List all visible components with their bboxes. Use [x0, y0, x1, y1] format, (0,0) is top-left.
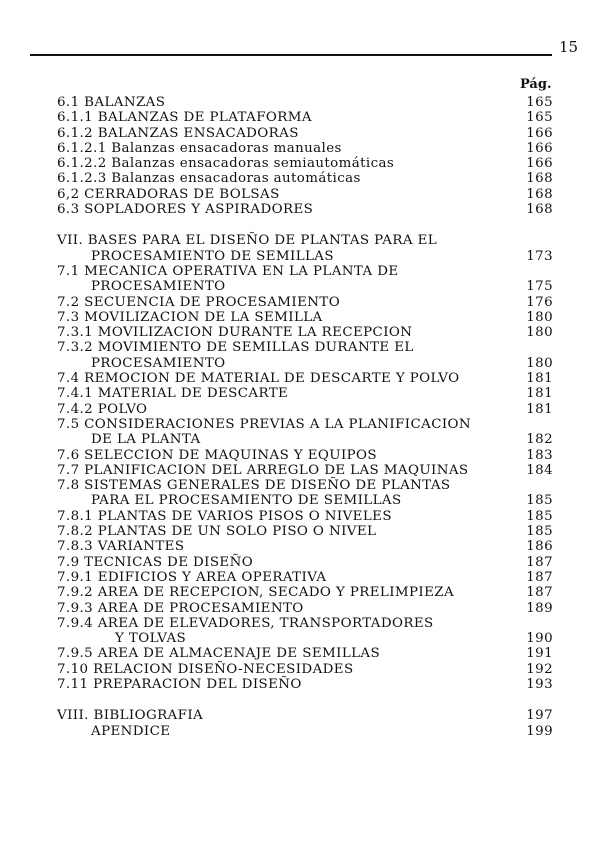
toc-entry: [57, 371, 553, 386]
toc-entry-title: 7.5 CONSIDERACIONES PREVIAS A LA PLANIFICACION: [57, 416, 472, 432]
toc-entry-title: 6.1.2.3 Balanzas ensacadoras automáticas: [57, 171, 361, 187]
toc-entry-title: 6,2 CERRADORAS DE BOLSAS: [57, 186, 280, 202]
toc-page-column-header: Pág.: [520, 77, 552, 92]
toc-entry-title: 7.8 SISTEMAS GENERALES DE DISEÑO DE PLANTAS: [57, 478, 451, 494]
toc-entry: [57, 677, 553, 692]
toc-entry-title: 6.1.2.2 Balanzas ensacadoras semiautomáticas: [57, 156, 395, 172]
toc-entry: [57, 95, 553, 110]
toc-entry-page: 181: [526, 371, 553, 387]
toc-entry-title: Y TOLVAS: [115, 631, 187, 647]
toc-entry-page: 187: [526, 569, 553, 585]
toc-entry-page: 185: [526, 508, 553, 524]
toc-entry: [57, 187, 553, 202]
toc-entry-page: 185: [526, 524, 553, 540]
toc-entry: [57, 646, 553, 661]
toc-entry-title: PROCESAMIENTO DE SEMILLAS: [91, 248, 334, 264]
toc-entry: [57, 279, 553, 294]
toc-entry: [57, 708, 553, 723]
toc-entry: [57, 156, 553, 171]
toc-entry: [57, 141, 553, 156]
toc-entry-page: 181: [526, 386, 553, 402]
toc-entry: [57, 585, 553, 600]
toc-entry-page: 187: [526, 585, 553, 601]
toc-entry: [57, 463, 553, 478]
toc-entry-page: 186: [526, 539, 553, 555]
toc-entry: [57, 539, 553, 554]
toc-entry: [57, 524, 553, 539]
toc-entry-title: 7.8.3 VARIANTES: [57, 539, 185, 555]
toc-entry: [57, 601, 553, 616]
toc-entry: [57, 356, 553, 371]
toc-entry-page: 199: [526, 723, 553, 739]
toc-entry: [57, 110, 553, 125]
toc-entry-title: 6.3 SOPLADORES Y ASPIRADORES: [57, 202, 314, 218]
toc-entry-title: 7.10 RELACION DISEÑO-NECESIDADES: [57, 661, 354, 677]
toc-entry-title: 7.4 REMOCION DE MATERIAL DE DESCARTE Y POLVO: [57, 371, 460, 387]
toc-entry-title: 7.2 SECUENCIA DE PROCESAMIENTO: [57, 294, 341, 310]
table-of-contents: [57, 95, 553, 739]
toc-entry-page: 190: [526, 631, 553, 647]
toc-entry-page: 189: [526, 600, 553, 616]
toc-entry: [57, 432, 553, 447]
toc-entry-title: APENDICE: [91, 723, 171, 739]
toc-entry-page: 180: [526, 355, 553, 371]
toc-entry-page: 165: [526, 110, 553, 126]
toc-entry-title: 7.9.2 AREA DE RECEPCION, SECADO Y PRELIMPIEZA: [57, 585, 455, 601]
section-gap: [57, 692, 553, 708]
toc-entry: [57, 402, 553, 417]
toc-entry: [57, 264, 553, 279]
toc-entry: [57, 310, 553, 325]
toc-entry-title: DE LA PLANTA: [91, 432, 201, 448]
toc-entry-title: PROCESAMIENTO: [91, 355, 226, 371]
toc-entry-title: 7.4.2 POLVO: [57, 401, 148, 417]
toc-entry-page: 185: [526, 493, 553, 509]
toc-entry: [57, 724, 553, 739]
toc-entry: [57, 631, 553, 646]
toc-entry-page: 173: [526, 248, 553, 264]
toc-entry: [57, 662, 553, 677]
toc-entry-page: 175: [526, 279, 553, 295]
toc-entry-title: 7.6 SELECCION DE MAQUINAS Y EQUIPOS: [57, 447, 378, 463]
toc-entry-page: 176: [526, 294, 553, 310]
toc-entry-title: 7.8.1 PLANTAS DE VARIOS PISOS O NIVELES: [57, 508, 392, 524]
toc-entry: [57, 171, 553, 186]
toc-entry: [57, 340, 553, 355]
toc-entry: [57, 448, 553, 463]
toc-entry: [57, 493, 553, 508]
toc-entry-page: 197: [526, 708, 553, 724]
page-number: 15: [559, 38, 579, 56]
toc-entry-page: 187: [526, 554, 553, 570]
toc-entry-page: 165: [526, 95, 553, 110]
toc-entry-title: 7.9.5 AREA DE ALMACENAJE DE SEMILLAS: [57, 646, 381, 662]
toc-entry-title: PROCESAMIENTO: [91, 279, 226, 295]
toc-entry-page: 191: [526, 646, 553, 662]
toc-entry-title: PARA EL PROCESAMIENTO DE SEMILLAS: [91, 493, 402, 509]
toc-entry-title: 7.9.3 AREA DE PROCESAMIENTO: [57, 600, 304, 616]
toc-entry-title: 7.9.1 EDIFICIOS Y AREA OPERATIVA: [57, 569, 327, 585]
toc-entry-title: 6.1 BALANZAS: [57, 95, 166, 110]
toc-entry-page: 168: [526, 202, 553, 218]
toc-entry: [57, 417, 553, 432]
toc-entry-page: 180: [526, 309, 553, 325]
toc-entry-title: 7.9 TECNICAS DE DISEÑO: [57, 554, 254, 570]
toc-entry-title: VIII. BIBLIOGRAFIA: [57, 708, 204, 724]
toc-entry-title: 7.11 PREPARACION DEL DISEÑO: [57, 676, 302, 692]
toc-entry-title: 7.4.1 MATERIAL DE DESCARTE: [57, 386, 289, 402]
toc-entry-title: 6.1.2.1 Balanzas ensacadoras manuales: [57, 140, 342, 156]
toc-entry-title: 7.7 PLANIFICACION DEL ARREGLO DE LAS MAQUINAS: [57, 462, 469, 478]
toc-entry-page: 182: [526, 432, 553, 448]
toc-entry: [57, 616, 553, 631]
toc-entry-title: 7.3 MOVILIZACION DE LA SEMILLA: [57, 309, 323, 325]
toc-entry: [57, 509, 553, 524]
toc-entry-title: 6.1.1 BALANZAS DE PLATAFORMA: [57, 110, 312, 126]
toc-entry-page: 168: [526, 186, 553, 202]
section-gap: [57, 217, 553, 233]
toc-entry-title: 7.8.2 PLANTAS DE UN SOLO PISO O NIVEL: [57, 524, 377, 540]
toc-entry: [57, 555, 553, 570]
toc-entry-title: 7.3.1 MOVILIZACION DURANTE LA RECEPCION: [57, 325, 413, 341]
toc-entry: [57, 570, 553, 585]
toc-entry: [57, 126, 553, 141]
toc-entry: [57, 249, 553, 264]
toc-entry: [57, 386, 553, 401]
toc-entry-page: 180: [526, 325, 553, 341]
toc-entry-page: 166: [526, 125, 553, 141]
toc-entry-page: 181: [526, 401, 553, 417]
toc-entry: [57, 325, 553, 340]
toc-entry-title: 7.9.4 AREA DE ELEVADORES, TRANSPORTADORES: [57, 615, 434, 631]
toc-entry-page: 168: [526, 171, 553, 187]
toc-entry-page: 184: [526, 462, 553, 478]
toc-entry: [57, 478, 553, 493]
toc-entry-title: 6.1.2 BALANZAS ENSACADORAS: [57, 125, 299, 141]
toc-entry-page: 193: [526, 676, 553, 692]
toc-entry-page: 192: [526, 661, 553, 677]
toc-entry: [57, 233, 553, 248]
toc-entry-title: 7.1 MECANICA OPERATIVA EN LA PLANTA DE: [57, 263, 399, 279]
toc-entry-page: 166: [526, 140, 553, 156]
header-rule: [30, 54, 552, 56]
toc-entry: [57, 295, 553, 310]
toc-entry-page: 183: [526, 447, 553, 463]
toc-entry-title: 7.3.2 MOVIMIENTO DE SEMILLAS DURANTE EL: [57, 340, 414, 356]
toc-entry-title: VII. BASES PARA EL DISEÑO DE PLANTAS PARA EL: [57, 233, 438, 249]
toc-entry: [57, 202, 553, 217]
toc-entry-page: 166: [526, 156, 553, 172]
